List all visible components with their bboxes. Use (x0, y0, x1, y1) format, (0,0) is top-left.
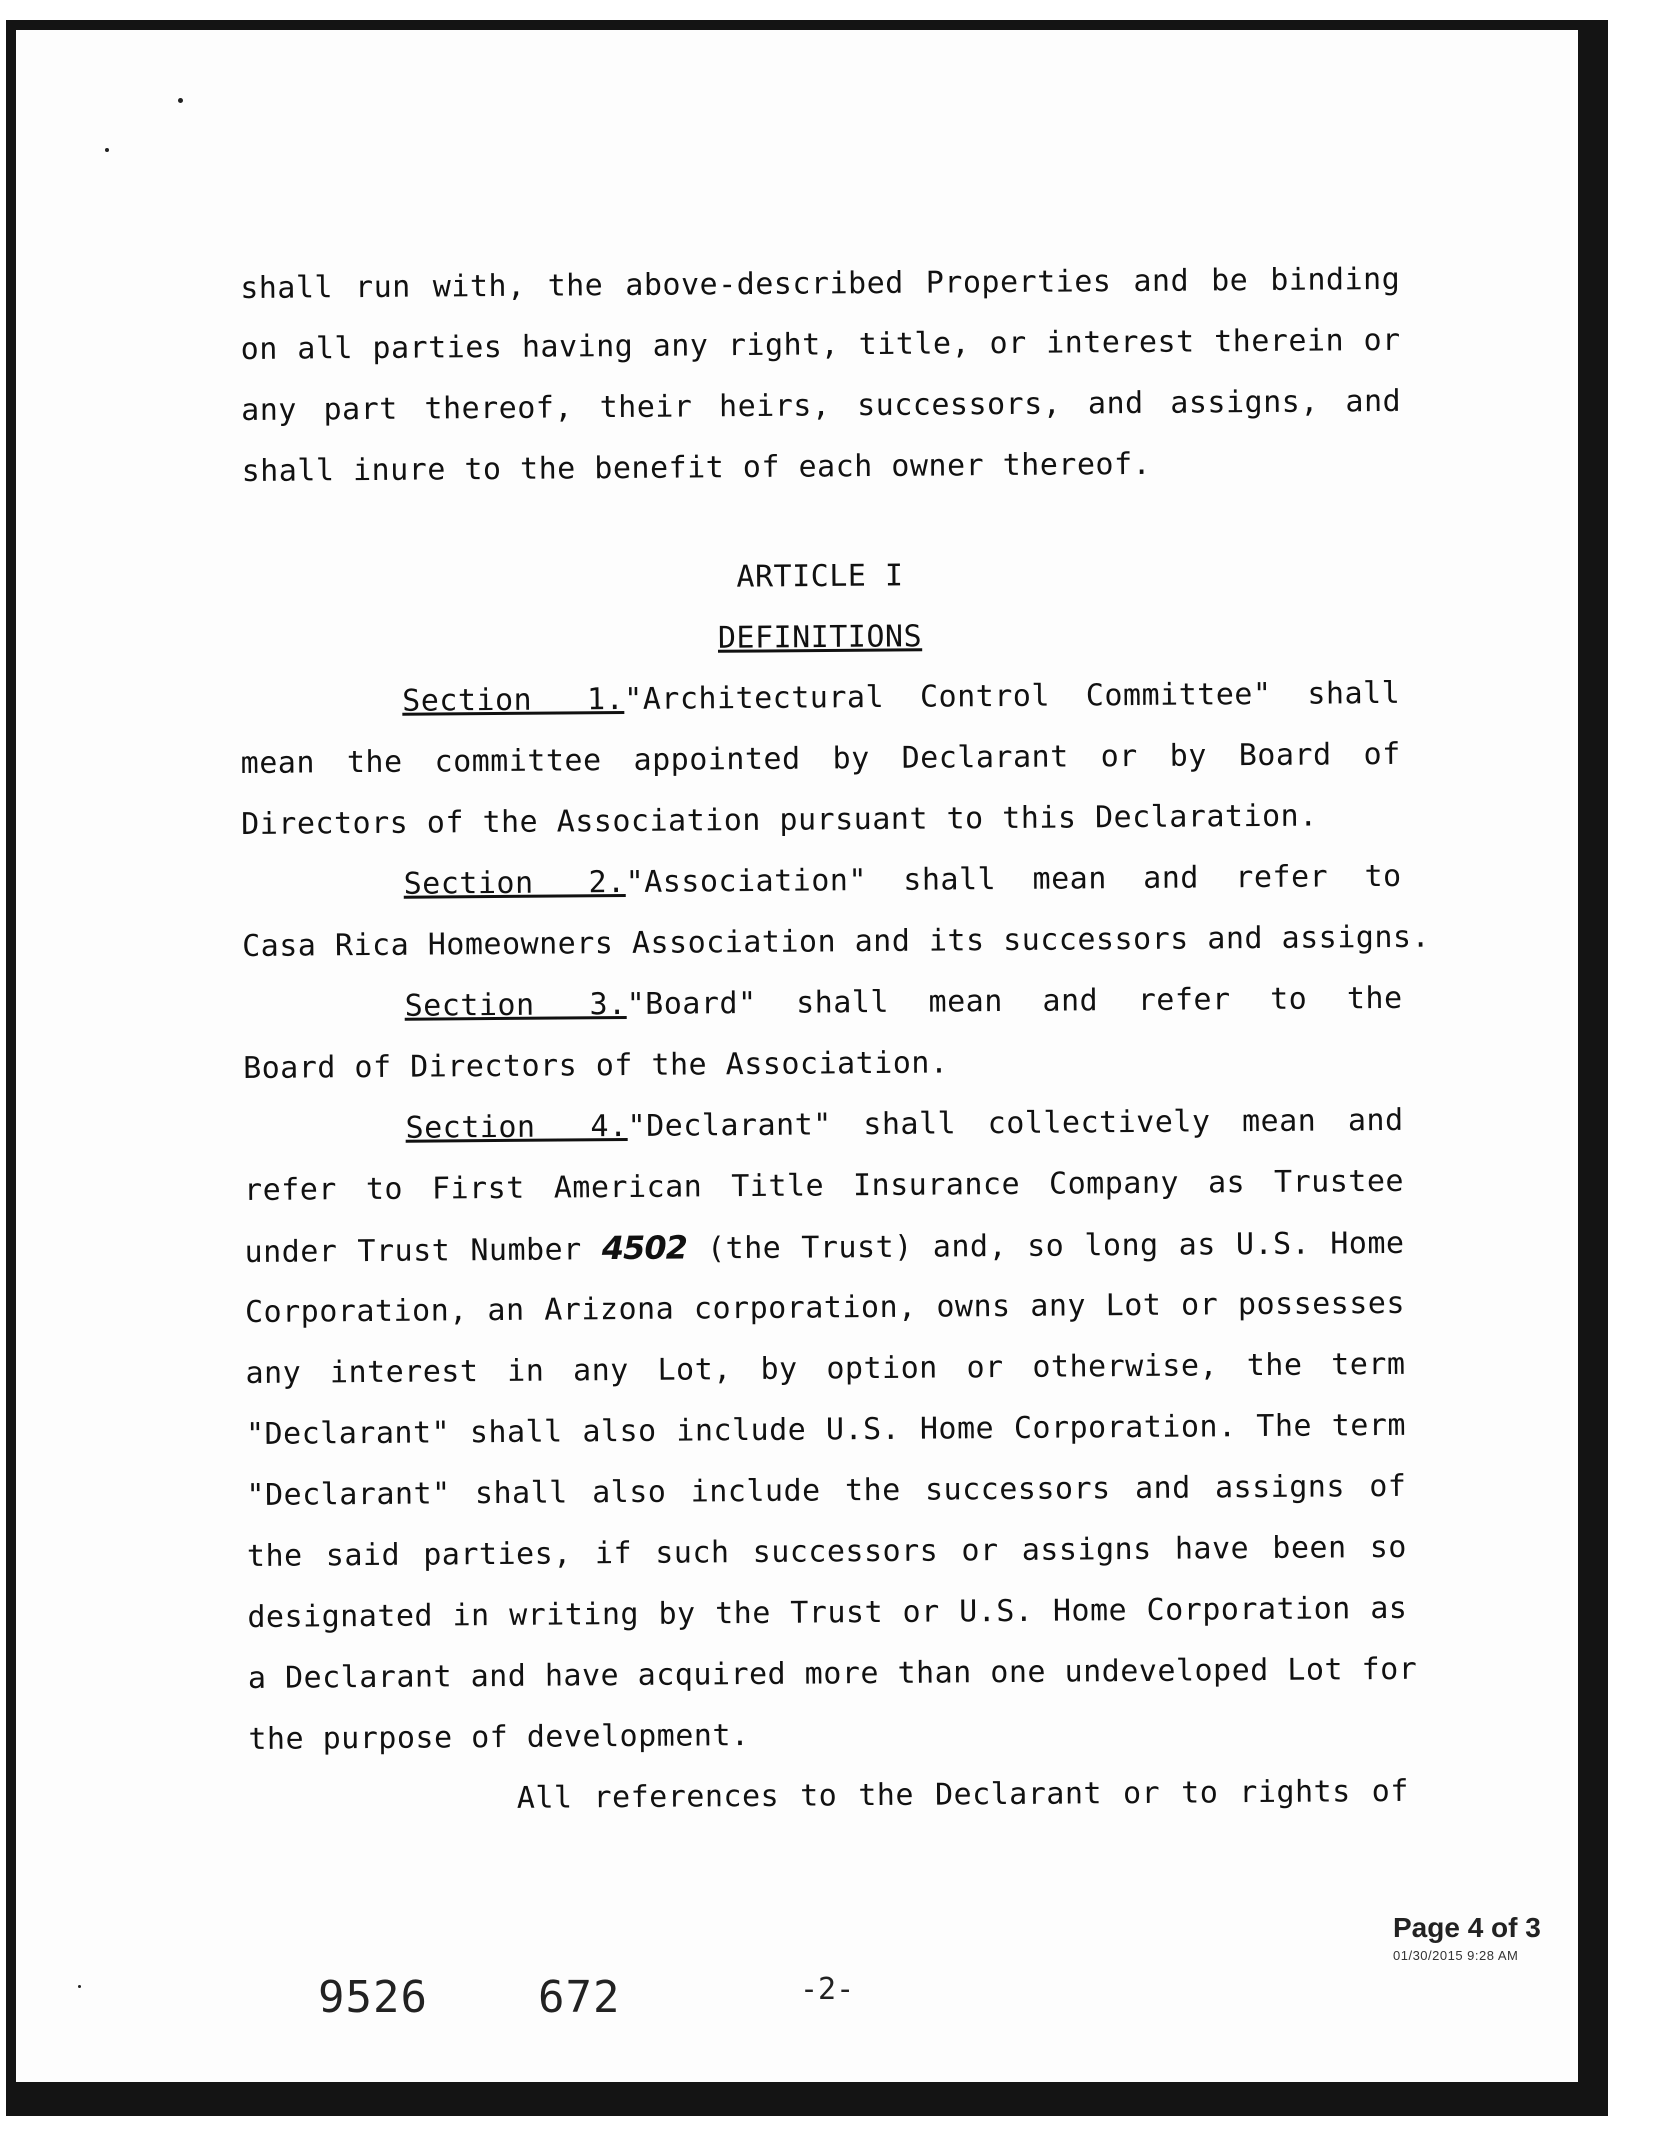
intro-line: shall run with, the above-described Properties and be binding (240, 261, 1401, 306)
book-number: 9526 (318, 1972, 428, 2023)
section4-line: designated in writing by the Trust or U.S. Home Corporation as (247, 1590, 1408, 1635)
section3-title: Section 3. (404, 986, 627, 1024)
section2-title-wrap (403, 852, 625, 915)
section3-title-wrap (404, 974, 626, 1037)
section4-line: the said parties, if such successors or assigns have been so (246, 1529, 1408, 1574)
section2-line: Casa Rica Homeowners Association and its successors and assigns. (242, 919, 1431, 964)
section4-line: a Declarant and have acquired more than one undeveloped Lot for (247, 1651, 1418, 1696)
section2-title: Section 2. (403, 864, 626, 902)
section4-line: "Declarant" shall also include U.S. Home Corporation. The term (245, 1407, 1407, 1452)
definitions-title: DEFINITIONS (717, 619, 923, 656)
timestamp-stamp: 01/30/2015 9:28 AM (1393, 1948, 1519, 1963)
section4-line: refer to First American Title Insurance Company as Trustee (243, 1163, 1405, 1208)
intro-line: shall inure to the benefit of each owner thereof. (241, 446, 1152, 489)
section2-line (241, 846, 1401, 916)
section1-line1: "Architectural Control Committee" shall (624, 675, 1401, 717)
section3-line (242, 968, 1402, 1038)
section3-line: Board of Directors of the Association. (242, 1045, 949, 1086)
definitions-body (240, 663, 1431, 1831)
section4-line (243, 1090, 1403, 1160)
section4-line1: "Declarant" shall collectively mean and (627, 1102, 1404, 1144)
intro-paragraph (240, 249, 1402, 502)
scan-speck (78, 1985, 81, 1988)
section1-line (240, 663, 1400, 733)
section4-line: any interest in any Lot, by option or otherwise, the term (245, 1346, 1406, 1391)
section2-line1: "Association" shall mean and refer to (625, 858, 1402, 900)
section4-line3-end: (the Trust) and, so long as U.S. Home (686, 1225, 1405, 1267)
section1-title: Section 1. (402, 681, 625, 719)
section4-line: the purpose of development. (248, 1718, 750, 1757)
section1-title-wrap (402, 669, 624, 732)
section4-line (244, 1212, 1404, 1282)
page-stamp: Page 4 of 3 (1393, 1912, 1541, 1943)
article-heading: ARTICLE I (736, 558, 904, 595)
references-line: All references to the Declarant or to rights of (516, 1773, 1409, 1816)
section4-title-wrap (405, 1096, 627, 1159)
section1-line: mean the committee appointed by Declarant or by Board of (240, 736, 1401, 781)
section3-line1: "Board" shall mean and refer to the (626, 980, 1403, 1022)
page-marker: -2- (800, 1972, 855, 2007)
scan-speck (178, 98, 183, 103)
page-number-stamp: 672 (538, 1972, 621, 2023)
section4-line3-start: under Trust Number (244, 1232, 602, 1270)
section4-line: "Declarant" shall also include the successors and assigns of (246, 1468, 1407, 1513)
section4-title: Section 4. (405, 1108, 628, 1146)
trust-number-handwritten: 4502 (601, 1228, 688, 1268)
intro-line: any part thereof, their heirs, successors, and assigns, and (241, 383, 1402, 428)
section1-line: Directors of the Association pursuant to this Declaration. (241, 798, 1318, 842)
section4-line: Corporation, an Arizona corporation, owns any Lot or possesses (244, 1285, 1406, 1330)
scan-speck (105, 148, 109, 152)
intro-line: on all parties having any right, title, or interest therein or (240, 322, 1401, 367)
